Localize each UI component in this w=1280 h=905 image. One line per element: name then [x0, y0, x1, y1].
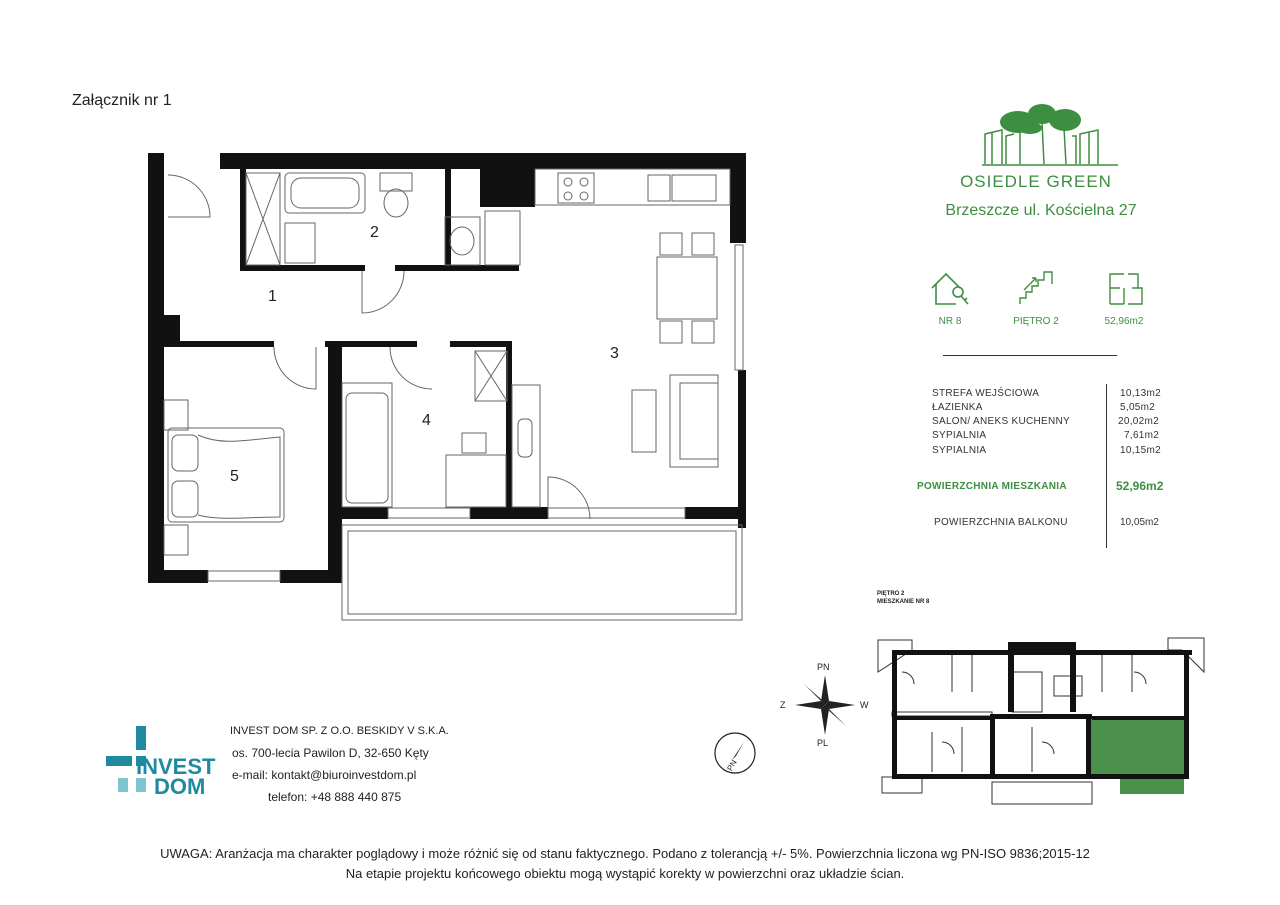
compass-east: W	[860, 700, 869, 710]
fact-area	[1094, 268, 1154, 327]
room-row	[932, 402, 983, 413]
brand-address: Brzeszcze ul. Kościelna 27	[945, 202, 1137, 219]
company-phone[interactable]: telefon: +48 888 440 875	[268, 790, 402, 804]
disclaimer-line1: UWAGA: Aranżacja ma charakter poglądowy i może różnić się od stanu faktycznego. Podano z tolerancją +/- 5%. Powierzchnia liczona wg PN-ISO 9836;2015-12	[160, 846, 1090, 861]
fact-floor-label: PIĘTRO 2	[1013, 316, 1059, 327]
disclaimer	[0, 844, 1250, 884]
tree-logo-icon	[980, 100, 1120, 170]
room-area: 7,61m2	[1124, 430, 1160, 441]
company-info	[230, 720, 449, 808]
room-row	[932, 416, 1070, 427]
apartment-facts	[922, 268, 1172, 338]
divider	[943, 355, 1117, 356]
north-arrow-label: PN	[725, 758, 739, 773]
room-area: 10,13m2	[1120, 388, 1162, 399]
room-name: STREFA WEJŚCIOWA	[932, 388, 1040, 399]
building-floor-plan	[872, 632, 1212, 807]
floor-caption-line1: PIĘTRO 2	[877, 591, 905, 597]
compass-north: PN	[817, 662, 830, 672]
annex-title: Załącznik nr 1	[72, 92, 172, 109]
floor-caption	[877, 590, 929, 606]
room-name: SYPIALNIA	[932, 445, 987, 456]
balcony-area-value: 10,05m2	[1120, 517, 1159, 528]
room-name: SALON/ ANEKS KUCHENNY	[932, 416, 1071, 427]
room-label-2: 2	[370, 224, 379, 241]
stairs-icon	[1014, 268, 1058, 308]
room-name: ŁAZIENKA	[932, 402, 983, 413]
room-area-list	[932, 388, 1172, 468]
compass-west: Z	[780, 700, 786, 710]
fact-floor	[1006, 268, 1066, 327]
room-label-3: 3	[610, 345, 619, 362]
room-label-1: 1	[268, 288, 277, 305]
total-area-label: POWIERZCHNIA MIESZKANIA	[917, 481, 1067, 492]
invest-dom-logo	[104, 726, 224, 798]
vertical-divider	[1106, 384, 1107, 548]
fact-number	[920, 268, 980, 327]
fact-number-label: NR 8	[938, 316, 962, 327]
company-address: os. 700-lecia Pawilon D, 32-650 Kęty	[232, 746, 429, 760]
room-row	[932, 388, 1039, 399]
brand-name: OSIEDLE GREEN	[960, 172, 1112, 191]
room-row	[932, 430, 986, 441]
room-name: SYPIALNIA	[932, 430, 987, 441]
floor-area-icon	[1102, 268, 1146, 308]
disclaimer-line2: Na etapie projektu końcowego obiektu mogą wystąpić korekty w powierzchni oraz układzie ścian.	[345, 866, 905, 881]
apartment-floor-plan	[140, 145, 760, 630]
balcony-area-label: POWIERZCHNIA BALKONU	[934, 517, 1068, 528]
company-name: INVEST DOM SP. Z O.O. BESKIDY V S.K.A.	[230, 725, 449, 737]
room-area: 20,02m2	[1118, 416, 1160, 427]
house-key-icon	[928, 268, 972, 308]
logo-line2: DOM	[154, 774, 206, 798]
room-label-5: 5	[230, 468, 239, 485]
compass-rose-icon	[780, 660, 870, 750]
room-row	[932, 445, 986, 456]
total-area-value: 52,96m2	[1116, 479, 1164, 493]
north-arrow-icon	[712, 730, 758, 776]
compass-south: PL	[817, 738, 829, 748]
logo-line1: INVEST	[136, 754, 216, 779]
floor-caption-line2: MIESZKANIE NR 8	[877, 599, 930, 605]
fact-area-label: 52,96m2	[1104, 316, 1144, 327]
room-area: 5,05m2	[1120, 402, 1156, 413]
room-label-4: 4	[422, 412, 431, 429]
company-email[interactable]: e-mail: kontakt@biuroinvestdom.pl	[232, 768, 417, 782]
room-area: 10,15m2	[1120, 445, 1162, 456]
